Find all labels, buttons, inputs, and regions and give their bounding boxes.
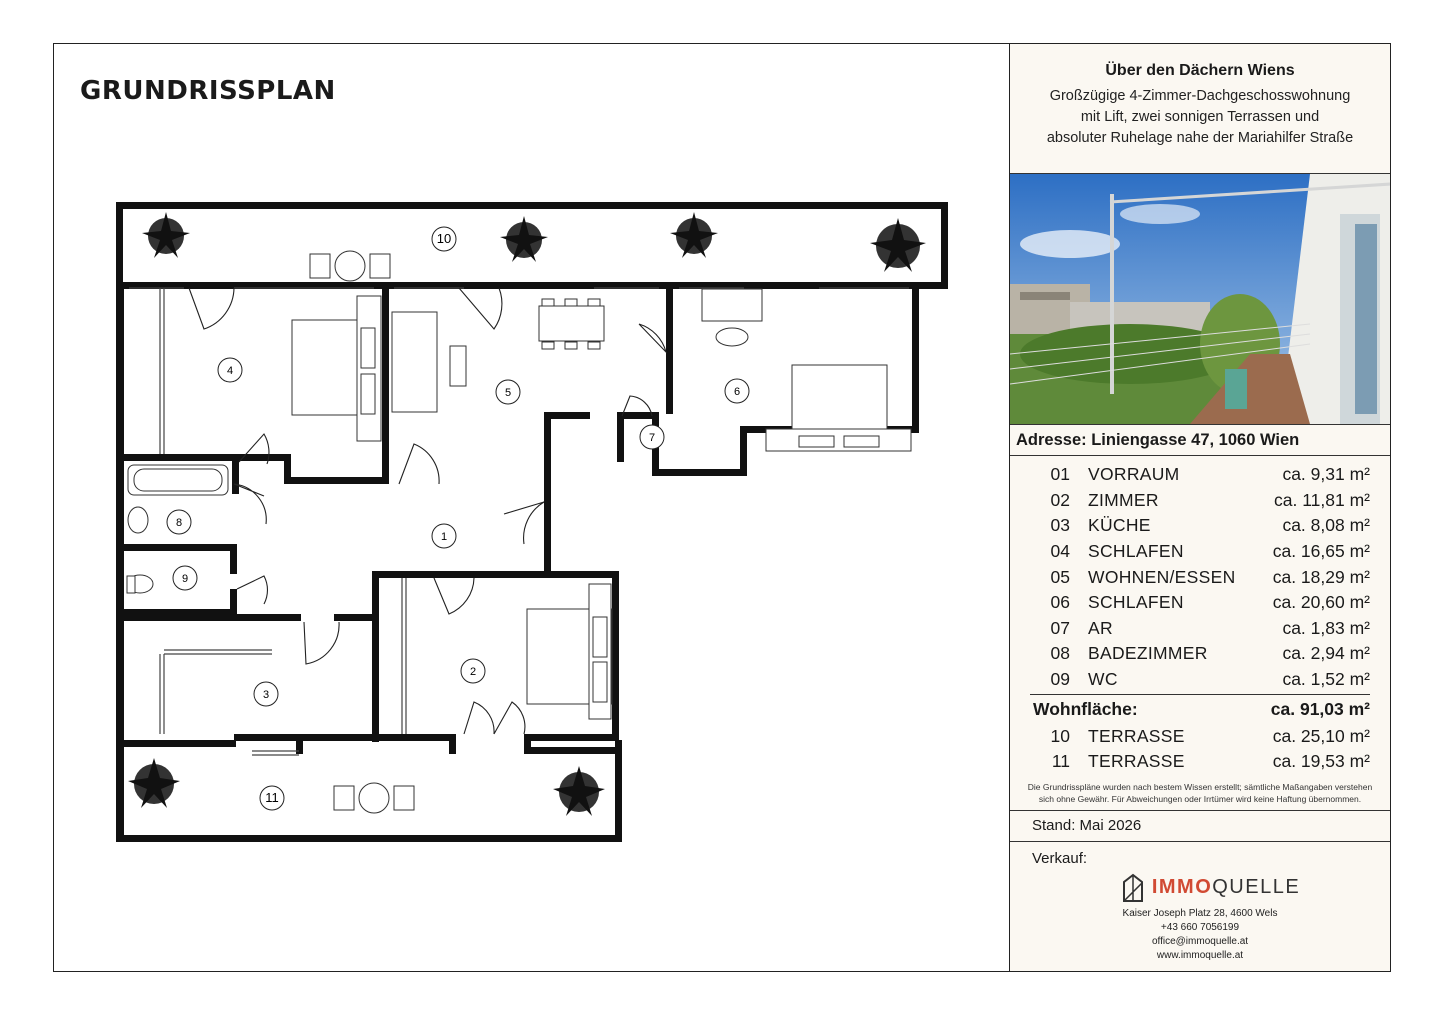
floorplan-drawing: [54, 44, 1009, 971]
room-area: ca. 20,60 m²: [1272, 592, 1370, 613]
contact-web[interactable]: www.immoquelle.at: [1156, 949, 1244, 961]
chair-icon: [394, 786, 414, 810]
sale-section: [1010, 842, 1390, 963]
room-row: [1030, 564, 1370, 590]
room-name: WOHNEN/ESSEN: [1088, 566, 1236, 587]
plant-icon: [142, 212, 190, 258]
svg-text:4: 4: [226, 365, 234, 377]
svg-text:10: 10: [436, 231, 452, 246]
room-label-3: [254, 682, 278, 706]
room-schedule: [1010, 456, 1390, 775]
room-number: 04: [1050, 541, 1070, 562]
room-area: ca. 9,31 m²: [1282, 464, 1370, 485]
terrace-photo: [1010, 174, 1390, 425]
room-row: [1030, 488, 1370, 514]
total-area: ca. 91,03 m²: [1270, 698, 1370, 719]
room-number: 03: [1050, 515, 1070, 536]
stand-date: Stand: Mai 2026: [1010, 811, 1390, 842]
sale-label: Verkauf:: [1032, 849, 1088, 867]
svg-text:5: 5: [504, 387, 512, 399]
subtitle-line: Großzügige 4-Zimmer-Dachgeschosswohnung: [1049, 88, 1351, 104]
room-label-9: [173, 566, 197, 590]
room-name: WC: [1088, 669, 1118, 690]
windows: [129, 288, 909, 755]
room-row: [1030, 616, 1370, 642]
subtitle-line: absoluter Ruhelage nahe der Mariahilfer Straße: [1046, 130, 1354, 146]
plant-icon: [670, 212, 718, 258]
room-number-labels: [167, 227, 749, 810]
svg-text:6: 6: [733, 386, 741, 398]
disclaimer-line: sich ohne Gewähr. Für Abweichungen oder Irrtümer wird keine Haftung übernommen.: [1038, 793, 1362, 804]
room-label-7: [640, 425, 664, 449]
table-icon: [359, 783, 389, 813]
room-number: 11: [1051, 751, 1070, 772]
chair-icon: [370, 254, 390, 278]
room-label-4: [218, 358, 242, 382]
room-label-6: [725, 379, 749, 403]
dining-table-icon: [539, 306, 604, 341]
subtitle-line: mit Lift, zwei sonnigen Terrassen und: [1080, 109, 1320, 125]
room-label-8: [167, 510, 191, 534]
room-name: KÜCHE: [1088, 515, 1151, 536]
plant-icon: [553, 766, 605, 816]
room-number: 06: [1050, 592, 1070, 613]
info-panel: [1009, 44, 1390, 971]
room-number: 02: [1050, 489, 1070, 510]
room-row: [1030, 539, 1370, 565]
room-number: 05: [1050, 566, 1070, 587]
room-row: [1030, 667, 1370, 693]
svg-text:3: 3: [262, 689, 270, 701]
svg-text:9: 9: [181, 573, 189, 585]
plants: [128, 212, 926, 816]
room-area: ca. 19,53 m²: [1272, 751, 1370, 772]
room-name: AR: [1088, 617, 1113, 638]
brand-logo: [1032, 873, 1390, 903]
floorplan-panel: [54, 44, 1009, 971]
house-logo-icon: [1122, 873, 1144, 903]
room-number: 07: [1050, 617, 1070, 638]
room-area: ca. 16,65 m²: [1272, 541, 1370, 562]
room-number: 08: [1050, 643, 1070, 664]
room-area: ca. 1,52 m²: [1282, 669, 1370, 690]
room-number: 10: [1050, 725, 1070, 746]
contact-info: [1010, 907, 1390, 963]
room-name: VORRAUM: [1088, 464, 1180, 485]
room-area: ca. 2,94 m²: [1282, 643, 1370, 664]
room-label-11: [260, 786, 284, 810]
disclaimer-line: Die Grundrisspläne wurden nach bestem Wissen erstellt; sämtliche Maßangaben verstehen: [1027, 781, 1373, 792]
room-row: [1030, 462, 1370, 488]
expose-sheet: [53, 43, 1391, 972]
contact-phone[interactable]: +43 660 7056199: [1160, 921, 1240, 933]
room-name: SCHLAFEN: [1088, 541, 1184, 562]
room-area: ca. 1,83 m²: [1282, 617, 1370, 638]
svg-text:2: 2: [469, 666, 477, 678]
room-name: SCHLAFEN: [1088, 592, 1184, 613]
listing-subtitle: [1010, 86, 1390, 149]
contact-email[interactable]: office@immoquelle.at: [1151, 935, 1249, 947]
room-label-1: [432, 524, 456, 548]
room-name: TERRASSE: [1088, 751, 1185, 772]
svg-text:7: 7: [648, 432, 656, 444]
svg-text:1: 1: [440, 531, 448, 543]
room-row: [1030, 590, 1370, 616]
total-label: Wohnfläche:: [1033, 698, 1138, 719]
table-icon: [335, 251, 365, 281]
room-label-5: [496, 380, 520, 404]
plan-title: GRUNDRISSPLAN: [80, 76, 336, 106]
room-row: [1030, 723, 1370, 749]
room-number: 09: [1050, 669, 1070, 690]
plant-icon: [870, 218, 926, 272]
terrace-list: [1030, 723, 1370, 774]
svg-text:8: 8: [175, 517, 183, 529]
room-area: ca. 25,10 m²: [1272, 725, 1370, 746]
chair-icon: [334, 786, 354, 810]
room-name: TERRASSE: [1088, 725, 1185, 746]
plant-icon: [128, 758, 180, 808]
room-label-10: [432, 227, 456, 251]
svg-text:11: 11: [265, 790, 279, 805]
room-label-2: [461, 659, 485, 683]
room-name: BADEZIMMER: [1088, 643, 1208, 664]
room-area: ca. 11,81 m²: [1274, 489, 1370, 510]
room-number: 01: [1050, 464, 1070, 485]
contact-street: Kaiser Joseph Platz 28, 4600 Wels: [1122, 907, 1278, 919]
room-row: [1030, 749, 1370, 775]
plant-icon: [500, 216, 548, 262]
room-row: [1030, 641, 1370, 667]
sink-icon: [128, 507, 148, 533]
room-list: [1030, 462, 1370, 692]
address: Adresse: Liniengasse 47, 1060 Wien: [1010, 425, 1390, 456]
chair-icon: [310, 254, 330, 278]
brand-wordmark: IMMOQUELLE: [1151, 876, 1301, 899]
listing-header: [1010, 44, 1390, 174]
room-area: ca. 8,08 m²: [1282, 515, 1370, 536]
room-name: ZIMMER: [1088, 489, 1159, 510]
desk-icon: [702, 289, 762, 321]
total-area-row: [1030, 694, 1370, 723]
room-row: [1030, 513, 1370, 539]
disclaimer: [1010, 775, 1390, 811]
furniture: [127, 251, 911, 813]
listing-title: Über den Dächern Wiens: [1105, 62, 1295, 79]
room-area: ca. 18,29 m²: [1272, 566, 1370, 587]
